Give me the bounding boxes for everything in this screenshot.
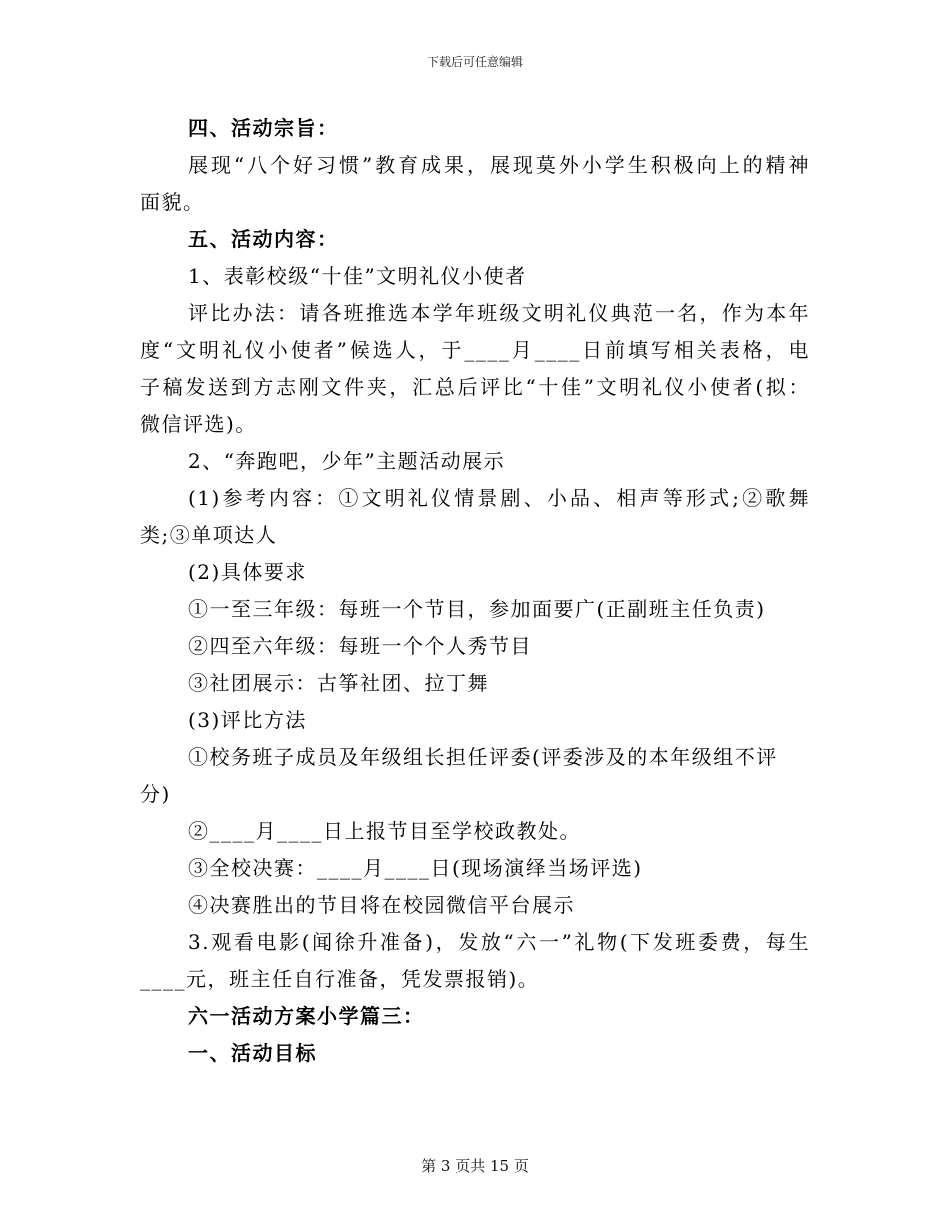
subheading-line: 1、表彰校级“十佳”文明礼仪小使者 <box>188 264 527 288</box>
section-heading-purpose: 四、活动宗旨： <box>188 116 339 140</box>
section-heading-goals: 一、活动目标 <box>188 1041 317 1065</box>
paragraph-line: 展现“八个好习惯”教育成果，展现莫外小学生积极向上的精神 <box>188 153 810 177</box>
paragraph-line: 子稿发送到方志刚文件夹，汇总后评比“十佳”文明礼仪小使者(拟： <box>140 375 810 399</box>
paragraph-line: 分) <box>140 782 171 806</box>
subheading-line: 2、“奔跑吧，少年”主题活动展示 <box>188 449 506 473</box>
page-header: 下载后可任意编辑 <box>426 55 523 69</box>
section-heading-part-three: 六一活动方案小学篇三： <box>188 1004 425 1028</box>
paragraph-line: 面貌。 <box>140 190 205 214</box>
paragraph-line: 3.观看电影(闻徐升准备)，发放“六一”礼物(下发班委费，每生 <box>188 930 810 954</box>
list-item: ①校务班子成员及年级组长担任评委(评委涉及的本年级组不评 <box>188 745 778 769</box>
list-item: ④决赛胜出的节目将在校园微信平台展示 <box>188 893 575 917</box>
list-heading: (2)具体要求 <box>188 560 307 584</box>
list-item: ③全校决赛：____月____日(现场演绎当场评选) <box>188 856 643 880</box>
paragraph-line: 微信评选)。 <box>140 412 257 436</box>
list-item: ②____月____日上报节目至学校政教处。 <box>188 819 581 843</box>
paragraph-line: ____元，班主任自行准备，凭发票报销)。 <box>140 967 540 991</box>
list-item: ③社团展示：古筝社团、拉丁舞 <box>188 671 489 695</box>
section-heading-content: 五、活动内容： <box>188 227 339 251</box>
paragraph-line: 类;③单项达人 <box>140 523 278 547</box>
paragraph-line: 评比办法：请各班推选本学年班级文明礼仪典范一名，作为本年 <box>188 301 810 325</box>
list-item: ①一至三年级：每班一个节目，参加面要广(正副班主任负责) <box>188 597 766 621</box>
list-heading: (3)评比方法 <box>188 708 307 732</box>
paragraph-line: 度“文明礼仪小使者”候选人，于____月____日前填写相关表格，电 <box>140 338 810 362</box>
list-item: ②四至六年级：每班一个个人秀节目 <box>188 634 532 658</box>
page-footer: 第 3 页共 15 页 <box>421 1157 529 1175</box>
paragraph-line: (1)参考内容：①文明礼仪情景剧、小品、相声等形式;②歌舞 <box>188 486 810 510</box>
